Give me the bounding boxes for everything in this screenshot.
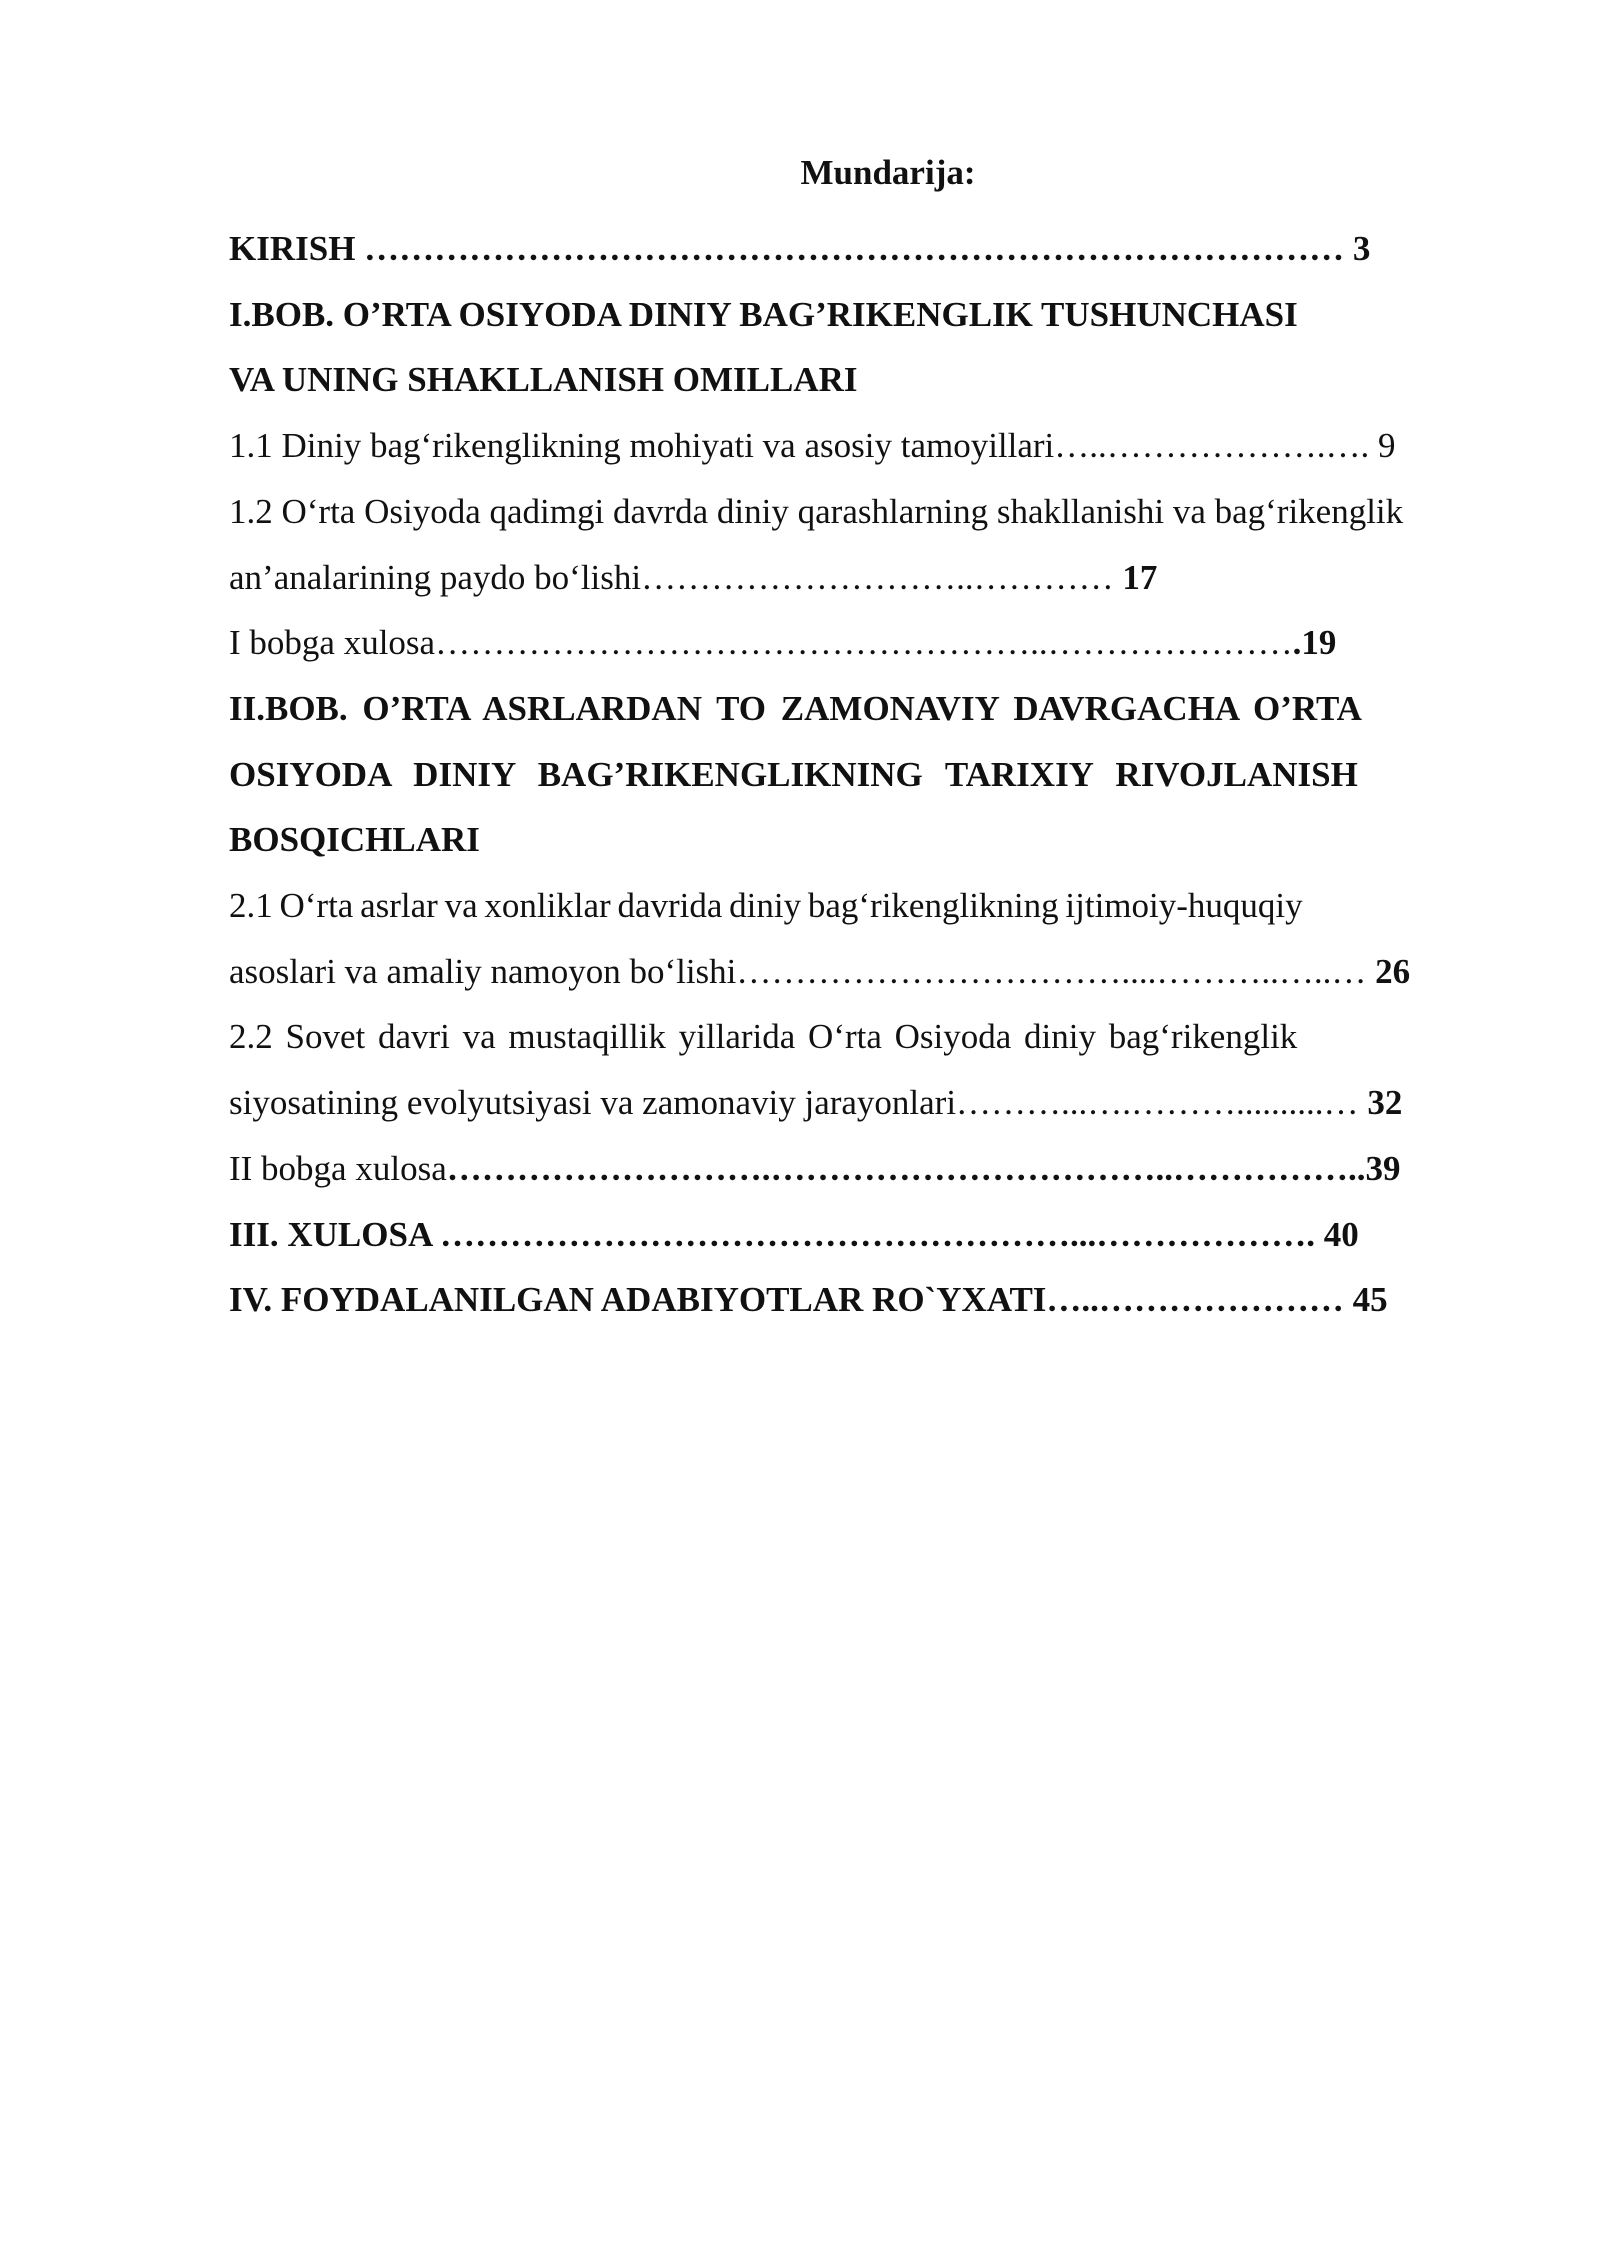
entry-text: III. XULOSA ………………………………………………...………………. 40 xyxy=(229,1214,1359,1254)
entry-text: 1.1 Diniy bag‘rikenglikning mohiyati va asosiy tamoyillari…..……………….…. 9 xyxy=(229,426,1396,466)
toc-entry-2-1 xyxy=(229,873,1487,1004)
toc-entry-chapter-1-summary xyxy=(229,610,1487,676)
page-number: 32 xyxy=(1367,1083,1403,1123)
entry-text-line-1: 2.1 O‘rta asrlar va xonliklar davrida diniy bag‘rikenglikning ijtimoiy-huquqiy xyxy=(229,886,1303,926)
toc-entry-2-2 xyxy=(229,1004,1487,1135)
page-number: 26 xyxy=(1375,951,1411,991)
entry-leader-and-page: ……………………….……………………………..……………..39 xyxy=(446,1148,1401,1188)
chapter-1-title-line-2: VA UNING SHAKLLANISH OMILLARI xyxy=(229,360,858,400)
entry-text-line-2 xyxy=(229,545,1487,611)
entry-text-line-1: 2.2 Sovet davri va mustaqillik yillarida O‘rta Osiyoda diniy bag‘rikenglik xyxy=(229,1017,1298,1057)
entry-text-line-1: 1.2 O‘rta Osiyoda qadimgi davrda diniy qarashlarning shakllanishi va bag‘rikenglik xyxy=(229,491,1404,531)
page-number: 17 xyxy=(1122,557,1158,597)
entry-text: I bobga xulosa……………………………………………..………………… xyxy=(229,623,1293,663)
toc-entry-chapter-1 xyxy=(229,282,1487,413)
entry-text: an’analarining paydo bo‘lishi………………………..………… xyxy=(229,557,1123,597)
entry-text: siyosatining evolyutsiyasi va zamonaviy jarayonlari………...….………..........… xyxy=(229,1083,1368,1123)
entry-text-line-2 xyxy=(229,939,1487,1005)
toc-entry-chapter-2 xyxy=(229,676,1487,873)
entry-text: asoslari va amaliy namoyon bo‘lishi……………………………....………..…..… xyxy=(229,951,1376,991)
chapter-2-title-line-3: BOSQICHLARI xyxy=(229,820,480,860)
toc-entry-1-1 xyxy=(229,413,1487,479)
entry-text-line-2 xyxy=(229,1070,1487,1136)
entry-text: II bobga xulosa xyxy=(229,1148,447,1188)
chapter-2-title-line-1: II.BOB. O’RTA ASRLARDAN TO ZAMONAVIY DAVRGACHA O’RTA xyxy=(229,688,1362,728)
toc-title: Mundarija: xyxy=(800,153,976,192)
toc-entry-kirish xyxy=(229,216,1487,282)
page-number: .19 xyxy=(1292,623,1337,663)
toc-entry-adabiyotlar xyxy=(229,1267,1487,1333)
table-of-contents xyxy=(229,150,1487,1333)
chapter-1-title-line-1: I.BOB. O’RTA OSIYODA DINIY BAG’RIKENGLIK TUSHUNCHASI xyxy=(229,294,1298,334)
entry-text: IV. FOYDALANILGAN ADABIYOTLAR RO`YXATI…..………………… 45 xyxy=(229,1280,1388,1320)
toc-entry-1-2 xyxy=(229,479,1487,610)
toc-entry-chapter-2-summary xyxy=(229,1136,1487,1202)
entry-text: KIRISH ………………………………………………………………………… 3 xyxy=(229,229,1371,268)
chapter-2-title-line-2: OSIYODA DINIY BAG’RIKENGLIKNING TARIXIY RIVOJLANISH xyxy=(229,754,1358,794)
toc-entry-xulosa xyxy=(229,1202,1487,1268)
